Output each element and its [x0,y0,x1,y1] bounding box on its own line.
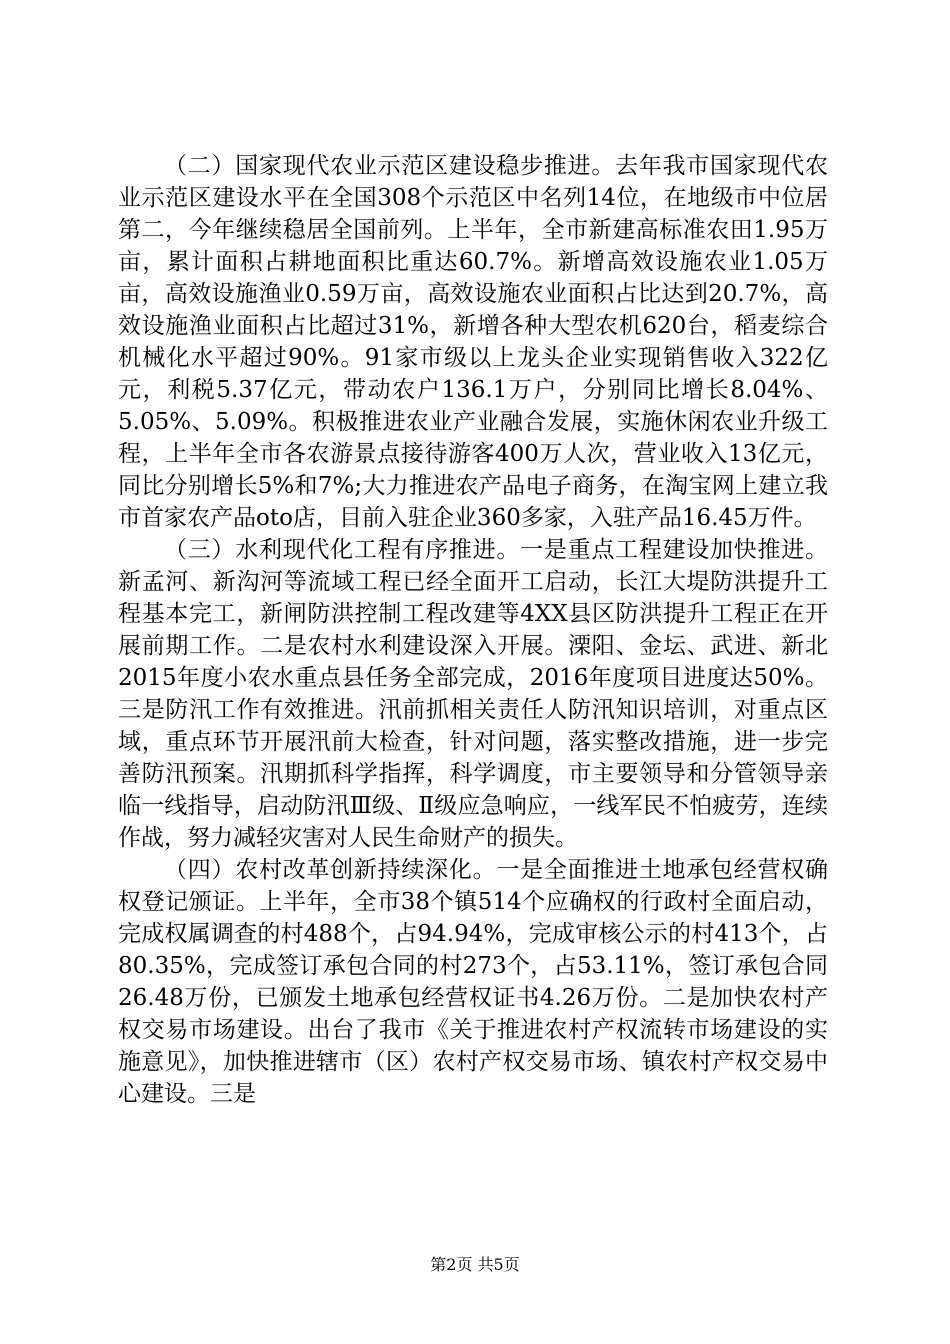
paragraph-agriculture-demo-zone: （二）国家现代农业示范区建设稳步推进。去年我市国家现代农业示范区建设水平在全国308个示范区中名列14位，在地级市中位居第二，今年继续稳居全国前列。上半年，全市新建高标准农田1.95万亩，累计面积占耕地面积比重达60.7%。新增高效设施农业1.05万亩，高效设施渔业0.59万亩，高效设施农业面积占比达到20.7%，高效设施渔业面积占比超过31%，新增各种大型农机620台，稻麦综合机械化水平超过90%。91家市级以上龙头企业实现销售收入322亿元，利税5.37亿元，带动农户136.1万户，分别同比增长8.04%、5.05%、5.09%。积极推进农业产业融合发展，实施休闲农业升级工程，上半年全市各农游景点接待游客400万人次，营业收入13亿元，同比分别增长5%和7%;大力推进农产品电子商务，在淘宝网上建立我市首家农产品oto店，目前入驻企业360多家，入驻产品16.45万件。 [118,153,828,531]
page-footer: 第2页 共5页 [430,1255,520,1274]
paragraph-rural-reform: （四）农村改革创新持续深化。一是全面推进土地承包经营权确权登记颁证。上半年，全市38个镇514个应确权的行政村全面启动，完成权属调查的村488个，占94.94%，完成审核公示的村413个，占80.35%，完成签订承包合同的村273个，占53.11%，签订承包合同26.48万份，已颁发土地承包经营权证书4.26万份。二是加快农村产权交易市场建设。出台了我市《关于推进农村产权流转市场建设的实施意见》，加快推进辖市（区）农村产权交易市场、镇农村产权交易中心建设。三是 [118,857,828,1107]
paragraph-water-conservancy: （三）水利现代化工程有序推进。一是重点工程建设加快推进。新孟河、新沟河等流域工程已经全面开工启动，长江大堤防洪提升工程基本完工，新闸防洪控制工程改建等4XX县区防洪提升工程正在开展前期工作。二是农村水利建设深入开展。溧阳、金坛、武进、新北2015年度小农水重点县任务全部完成，2016年度项目进度达50%。三是防汛工作有效推进。汛前抓相关责任人防汛知识培训，对重点区域，重点环节开展汛前大检查，针对问题，落实整改措施，进一步完善防汛预案。汛期抓科学指挥，科学调度，市主要领导和分管领导亲临一线指导，启动防汛Ⅲ级、Ⅱ级应急响应，一线军民不怕疲劳，连续作战，努力减轻灾害对人民生命财产的损失。 [118,537,828,851]
document-body [118,150,828,1110]
